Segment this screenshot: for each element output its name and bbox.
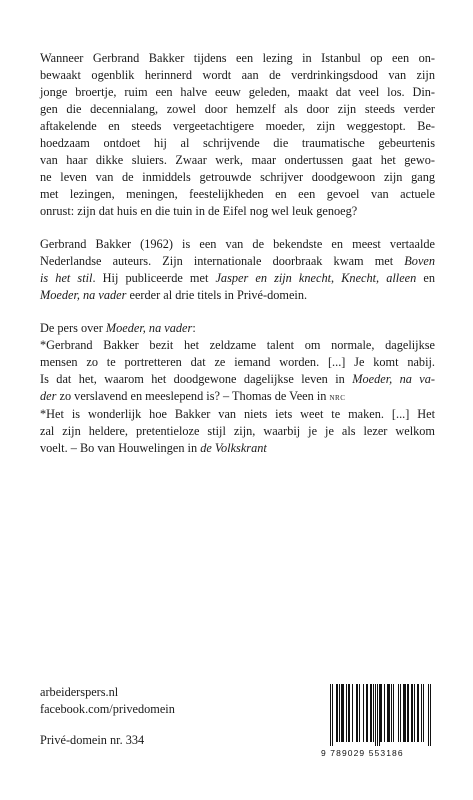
- bio-text: . Hij publiceerde met: [92, 271, 209, 285]
- barcode-bar: [417, 684, 418, 742]
- barcode-bar: [332, 684, 333, 746]
- barcode-bar: [393, 684, 394, 742]
- blurb-line: Wanneer Gerbrand Bakker tijdens een lezing in Istanbul op een on-: [40, 51, 435, 65]
- barcode-bar: [387, 684, 388, 742]
- barcode-bar: [370, 684, 371, 742]
- barcode-bar: [418, 684, 419, 742]
- quote-source: nrc: [329, 392, 346, 403]
- barcode-bar: [381, 684, 382, 742]
- barcode-bar: [428, 684, 429, 746]
- publisher-website: arbeiderspers.nl: [40, 685, 119, 699]
- book-title: Jasper en zijn knecht: [215, 271, 332, 285]
- barcode-bar: [384, 684, 385, 742]
- press-heading-colon: :: [192, 321, 196, 335]
- barcode-bar: [404, 684, 405, 742]
- back-cover-text: [40, 50, 435, 473]
- barcode-bar: [412, 684, 413, 742]
- barcode-bar: [339, 684, 340, 742]
- bio-line: [40, 287, 435, 304]
- book-title: is het stil: [40, 271, 93, 285]
- press-heading-text: De pers over: [40, 321, 103, 335]
- quote-text: Is dat het, waarom het doodgewone dagelijkse leven in: [40, 372, 345, 386]
- quote-line: [40, 388, 435, 406]
- barcode-bar: [363, 684, 364, 742]
- series-number: Privé-domein nr. 334: [40, 733, 145, 747]
- barcode-bar: [411, 684, 412, 742]
- barcode-bar: [343, 684, 344, 742]
- publisher-facebook: facebook.com/privedomein: [40, 702, 175, 716]
- barcode-bar: [356, 684, 357, 742]
- quote-text: zo verslavend en meeslepend is? – Thomas de Veen in: [59, 389, 327, 403]
- barcode-bar: [414, 684, 415, 742]
- barcode-bar: [391, 684, 392, 742]
- press-heading: [40, 320, 435, 337]
- barcode-bar: [373, 684, 374, 742]
- barcode-bar: [421, 684, 422, 742]
- barcode-bar: [337, 684, 338, 742]
- author-bio-paragraph: [40, 236, 435, 304]
- bio-line: [40, 270, 435, 287]
- barcode-bar: [407, 684, 408, 742]
- bio-text: Nederlandse auteurs. Zijn internationale doorbraak kwam met: [40, 254, 394, 268]
- book-title: der: [40, 389, 57, 403]
- barcode-bar: [377, 684, 378, 746]
- bio-line: Gerbrand Bakker (1962) is een van de bekendste en meest vertaalde: [40, 237, 435, 251]
- blurb-line: met lezingen, meningen, feestelijkheden en een gevoel van actuele: [40, 187, 435, 201]
- barcode-bar: [380, 684, 381, 742]
- bio-text: eerder al drie titels in Privé-domein.: [129, 288, 308, 302]
- barcode-bar: [389, 684, 390, 742]
- blurb-line: aftakelende en steeds vergeetachtigere moeder, zijn weggestopt. Be-: [40, 119, 435, 133]
- book-title: Moeder, na vader: [40, 288, 127, 302]
- barcode-bar: [341, 684, 342, 742]
- barcode-bar: [403, 684, 404, 742]
- barcode-bar: [408, 684, 409, 742]
- bio-line: [40, 253, 435, 270]
- book-title: Knecht, alleen: [341, 271, 417, 285]
- barcode-bar: [367, 684, 368, 742]
- quote-line: mensen zo te portretteren dat ze iemand worden. [...] Je komt nabij.: [40, 355, 435, 369]
- blurb-line: bewaakt ogenblik herinnerd wordt aan de verdrinkingsdood van zijn: [40, 68, 435, 82]
- barcode-bar: [388, 684, 389, 742]
- barcode-bar: [400, 684, 401, 742]
- book-title: Boven: [404, 254, 436, 268]
- book-title: Moeder, na va-: [352, 372, 436, 386]
- blurb-line: hoedzaam ontdoet hij al schrijvende die traumatische gebeurtenis: [40, 136, 435, 150]
- barcode-bar: [366, 684, 367, 742]
- isbn-barcode: [321, 684, 433, 759]
- barcode-bar: [346, 684, 347, 742]
- barcode-bar: [359, 684, 360, 742]
- book-title: Moeder, na vader: [105, 321, 193, 335]
- quote-line: *Het is wonderlijk hoe Bakker van niets iets weet te maken. [...] Het: [40, 407, 435, 421]
- barcode-bar: [342, 684, 343, 742]
- barcode-bar: [348, 684, 349, 742]
- barcode-bar: [379, 684, 380, 746]
- press-quotes: [40, 320, 435, 457]
- barcode-number: 9 789029 553186: [321, 748, 404, 758]
- blurb-line: gen die decennialang, zowel door hemzelf als door zijn steeds verder: [40, 102, 435, 116]
- barcode-bar: [371, 684, 372, 742]
- quote-line: zal zijn heldere, pretentieloze stijl zijn, waarbij je je als lezer welkom: [40, 424, 435, 438]
- barcode-bar: [423, 684, 424, 742]
- barcode-bar: [349, 684, 350, 742]
- quote-line: [40, 440, 435, 457]
- quote-source: de Volkskrant: [200, 441, 267, 455]
- quote-line: [40, 371, 435, 388]
- barcode-bar: [375, 684, 376, 746]
- bio-text: en: [423, 271, 435, 285]
- barcode-bar: [398, 684, 399, 742]
- barcode-bar: [336, 684, 337, 742]
- blurb-paragraph: [40, 50, 435, 220]
- blurb-line: jonge broertje, ruim een halve eeuw geleden, maakt dat veel los. Din-: [40, 85, 435, 99]
- blurb-line: ne leven van de inmiddels getrouwde schrijver doodgewoon zijn gang: [40, 170, 435, 184]
- barcode-bar: [357, 684, 358, 742]
- barcode-bar: [330, 684, 331, 746]
- bio-text: ,: [331, 271, 335, 285]
- publisher-footer: [40, 684, 175, 749]
- blurb-line: van haar dikke sluiers. Zwaar werk, maar ondertussen gaat het gewo-: [40, 153, 435, 167]
- barcode-bar: [430, 684, 431, 746]
- barcode-bar: [352, 684, 353, 742]
- blurb-line: onrust: zijn dat huis en die tuin in de Eifel nog wel leuk genoeg?: [40, 204, 358, 218]
- quote-text: voelt. – Bo van Houwelingen in: [40, 441, 198, 455]
- quote-line: *Gerbrand Bakker bezit het zeldzame talent om normale, dagelijkse: [40, 338, 435, 352]
- barcode-bar: [405, 684, 406, 742]
- barcode-bars: [329, 684, 433, 746]
